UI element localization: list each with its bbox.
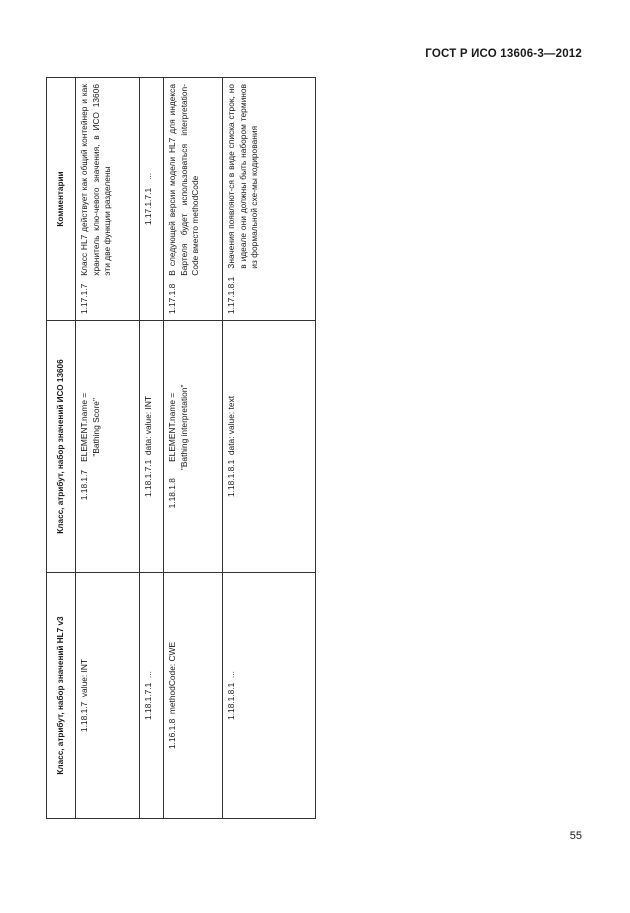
comment-cell <box>76 78 140 321</box>
iso-num: 1.18.1.8 <box>167 478 177 509</box>
hl7-text: value: INT <box>79 658 89 698</box>
iso-cell <box>164 321 223 573</box>
iso-cell <box>76 321 140 573</box>
hl7-num: 1.18.1.8.1 <box>226 682 236 720</box>
header-comments: Комментарии <box>47 78 76 321</box>
table-row <box>223 78 316 819</box>
mapping-table <box>46 77 316 819</box>
comment-num: 1.17.1.8.1 <box>226 276 236 314</box>
comment-cell <box>223 78 316 321</box>
comment-num: 1.17.1.7 <box>79 283 89 314</box>
hl7-text: ... <box>226 671 236 679</box>
comment-cell <box>164 78 223 321</box>
document-header: ГОСТ Р ИСО 13606-3—2012 <box>425 48 582 60</box>
iso-cell <box>140 321 164 573</box>
table-header-row <box>47 78 76 819</box>
table-row <box>140 78 164 819</box>
table-row <box>76 78 140 819</box>
iso-num: 1.18.1.7 <box>79 469 89 501</box>
iso-cell <box>223 321 316 573</box>
hl7-cell <box>76 573 140 819</box>
iso-num: 1.18.1.8.1 <box>226 459 236 498</box>
comment-text: В следующей версии модели HL7 для индекса Бартеля будет использоваться interpretation-Code вместо methodCode <box>167 84 201 276</box>
iso-text: data: value: INT <box>143 395 153 456</box>
page-number: 55 <box>569 830 582 842</box>
comment-text: Класс HL7 действует как общий контейнер и как хранитель клю-чевого значения, в ИСО 13606 эти две функции разделены <box>79 84 113 276</box>
hl7-cell <box>164 573 223 819</box>
table-row <box>164 78 223 819</box>
comment-text: Значения появляют-ся в виде списка строк, но в идеале они должны быть набором терминов из формальной схе-мы кодирования <box>226 84 260 269</box>
hl7-num: 1.16.1.8 <box>167 718 177 750</box>
iso-num: 1.18.1.7.1 <box>143 459 153 498</box>
rotated-table-container <box>46 78 292 819</box>
iso-text: ELEMENT.name = "Bathing Score" <box>79 392 101 462</box>
comment-cell <box>140 78 164 321</box>
iso-text: data: value: text <box>226 395 236 456</box>
hl7-num: 1.18.1.7 <box>79 701 89 733</box>
comment-num: 1.17.1.7.1 <box>143 187 153 226</box>
hl7-num: 1.18.1.7.1 <box>143 682 153 720</box>
header-hl7: Класс, атрибут, набор значений HL7 v3 <box>47 573 76 819</box>
comment-num: 1.17.1.8 <box>167 283 177 314</box>
hl7-cell <box>223 573 316 819</box>
header-iso: Класс, атрибут, набор значений ИСО 13606 <box>47 321 76 573</box>
hl7-text: ... <box>143 671 153 679</box>
hl7-text: methodCode: CWE <box>167 641 177 715</box>
iso-text: ELEMENT.name = "Bathing interpretation" <box>167 384 189 471</box>
hl7-cell <box>140 573 164 819</box>
comment-text: ... <box>143 172 153 180</box>
